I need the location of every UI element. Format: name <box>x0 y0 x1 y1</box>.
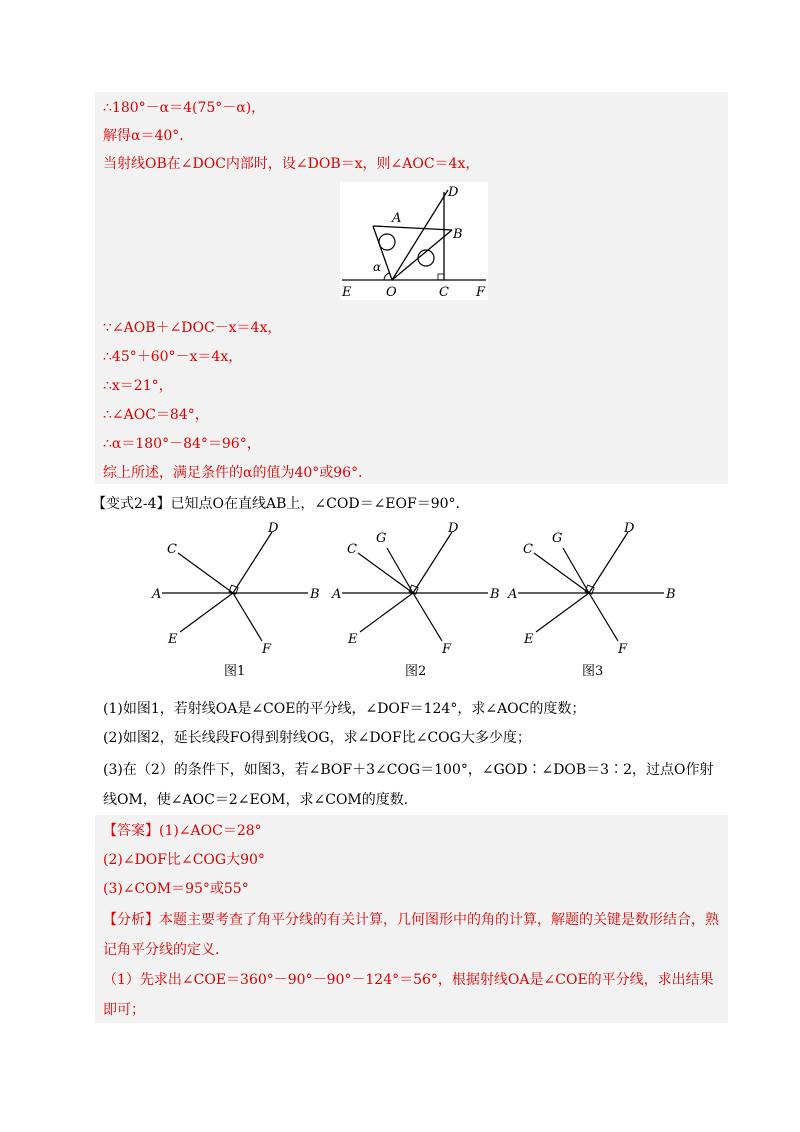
solution-line-8: ∴α＝180°－84°＝96°， <box>103 436 261 452</box>
fig3-label-C: C <box>523 542 533 557</box>
solution-line-2: 解得α＝40°． <box>103 128 194 144</box>
answer-line-2: (2)∠DOF比∠COG大90° <box>103 852 265 868</box>
figure-1 <box>151 521 320 657</box>
fig3-label-A: A <box>508 587 518 602</box>
figures-row <box>140 520 700 680</box>
solution-line-1: ∴180°－α＝4(75°－α)， <box>103 100 266 116</box>
figure-angle-diagram <box>340 182 488 300</box>
solution-line-3: 当射线OB在∠DOC内部时，设∠DOB＝x，则∠AOC＝4x， <box>103 156 480 172</box>
fig2-label-D: D <box>448 521 459 536</box>
variant-statement <box>92 494 470 514</box>
figure-3 <box>507 521 676 657</box>
question-3-line-1: (3)在（2）的条件下，如图3，若∠BOF＋3∠COG＝100°，∠GOD∶∠DOB＝3∶2，过点O作射 <box>103 762 714 778</box>
answer-line-1: 【答案】(1)∠AOC＝28° <box>103 823 262 839</box>
label-C: C <box>439 285 449 300</box>
angle-diagram-svg <box>340 182 488 300</box>
fig3-label-F: F <box>618 642 628 657</box>
figures-svg <box>140 520 700 680</box>
fig1-label-D: D <box>268 521 279 536</box>
fig3-label-B: B <box>666 587 676 602</box>
fig2-label-C: C <box>347 542 357 557</box>
analysis-line-2: 记角平分线的定义． <box>103 942 229 958</box>
fig3-label-G: G <box>552 531 563 546</box>
solution-line-5: ∴45°＋60°－x＝4x， <box>103 349 243 365</box>
solution-line-9: 综上所述，满足条件的α的值为40°或96°． <box>103 465 373 481</box>
label-alpha: α <box>373 260 382 274</box>
label-F: F <box>476 285 486 300</box>
figure-2 <box>331 521 500 657</box>
figure-2-caption: 图2 <box>405 664 427 679</box>
fig2-label-E: E <box>348 632 358 647</box>
analysis-line-4: 即可； <box>103 1002 145 1018</box>
figure-1-caption: 图1 <box>224 664 246 679</box>
analysis-line-1: 【分析】本题主要考查了角平分线的有关计算，几何图形中的角的计算，解题的关键是数形结合，熟 <box>103 912 719 928</box>
label-B: B <box>453 227 463 242</box>
solution-line-4: ∵∠AOB＋∠DOC－x＝4x， <box>103 320 282 336</box>
fig1-label-E: E <box>168 632 178 647</box>
label-O: O <box>386 285 397 300</box>
label-A: A <box>392 211 402 226</box>
question-1: (1)如图1，若射线OA是∠COE的平分线，∠DOF＝124°，求∠AOC的度数； <box>103 701 586 717</box>
label-D: D <box>448 185 459 200</box>
analysis-line-3: （1）先求出∠COE＝360°－90°－90°－124°＝56°，根据射线OA是∠COE的平分线，求出结果 <box>103 972 714 988</box>
fig1-label-C: C <box>167 542 177 557</box>
fig2-label-A: A <box>332 587 342 602</box>
fig3-label-D: D <box>624 521 635 536</box>
label-E: E <box>342 285 352 300</box>
fig1-label-A: A <box>152 587 162 602</box>
solution-line-6: ∴x＝21°， <box>103 378 173 394</box>
fig1-label-F: F <box>262 642 272 657</box>
fig2-label-F: F <box>442 642 452 657</box>
variant-text: 已知点O在直线AB上，∠COD＝∠EOF＝90°． <box>170 496 470 512</box>
question-3-line-2: 线OM，使∠AOC＝2∠EOM，求∠COM的度数． <box>103 792 418 808</box>
fig3-label-E: E <box>524 632 534 647</box>
solution-line-7: ∴∠AOC＝84°， <box>103 407 209 423</box>
fig2-label-B: B <box>490 587 500 602</box>
figure-3-caption: 图3 <box>582 664 604 679</box>
answer-line-3: (3)∠COM＝95°或55° <box>103 881 249 897</box>
fig2-label-G: G <box>376 531 387 546</box>
question-2: (2)如图2，延长线段FO得到射线OG，求∠DOF比∠COG大多少度； <box>103 730 531 746</box>
variant-tag: 【变式2-4】 <box>92 496 171 512</box>
fig1-label-B: B <box>310 587 320 602</box>
